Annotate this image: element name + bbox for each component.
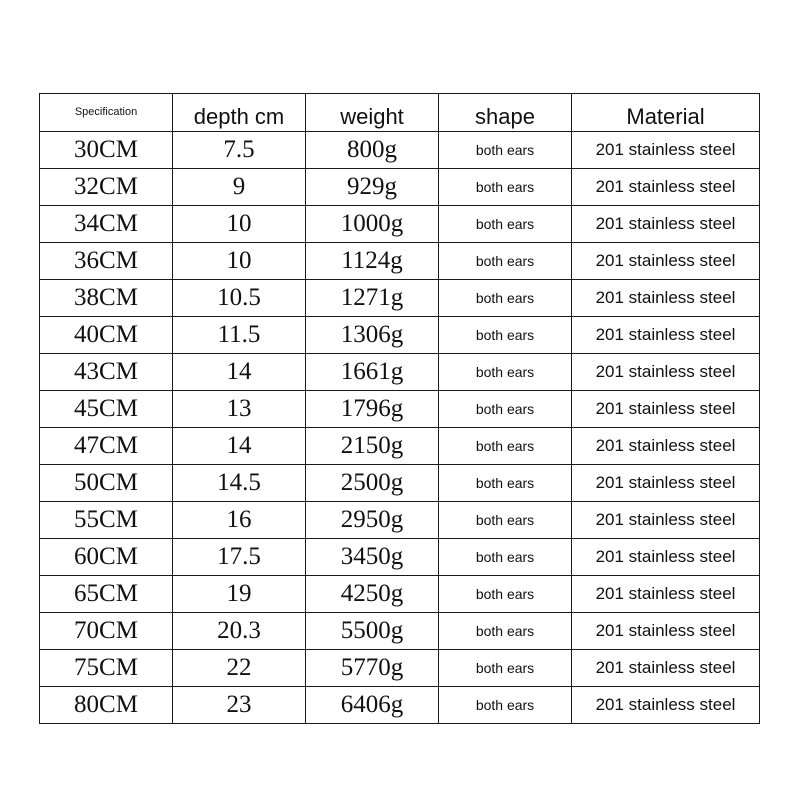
shape-cell: both ears — [439, 502, 572, 539]
spec-cell: 45CM — [40, 391, 173, 428]
weight-cell: 5500g — [306, 613, 439, 650]
header-weight: weight — [306, 94, 439, 132]
table-row — [40, 428, 760, 465]
shape-cell: both ears — [439, 317, 572, 354]
spec-cell: 47CM — [40, 428, 173, 465]
depth-cell: 10 — [173, 243, 306, 280]
header-shape: shape — [439, 94, 572, 132]
header-depth: depth cm — [173, 94, 306, 132]
weight-cell: 6406g — [306, 687, 439, 724]
table-row — [40, 169, 760, 206]
table-row — [40, 280, 760, 317]
depth-cell: 7.5 — [173, 132, 306, 169]
header-material: Material — [572, 94, 760, 132]
table-row — [40, 391, 760, 428]
depth-cell: 11.5 — [173, 317, 306, 354]
spec-cell: 30CM — [40, 132, 173, 169]
material-cell: 201 stainless steel — [572, 428, 760, 465]
header-row — [40, 94, 760, 132]
depth-cell: 10.5 — [173, 280, 306, 317]
depth-cell: 14.5 — [173, 465, 306, 502]
spec-cell: 70CM — [40, 613, 173, 650]
material-cell: 201 stainless steel — [572, 465, 760, 502]
spec-cell: 43CM — [40, 354, 173, 391]
shape-cell: both ears — [439, 391, 572, 428]
spec-cell: 40CM — [40, 317, 173, 354]
depth-cell: 9 — [173, 169, 306, 206]
material-cell: 201 stainless steel — [572, 206, 760, 243]
table-row — [40, 354, 760, 391]
shape-cell: both ears — [439, 243, 572, 280]
weight-cell: 2950g — [306, 502, 439, 539]
shape-cell: both ears — [439, 539, 572, 576]
weight-cell: 5770g — [306, 650, 439, 687]
depth-cell: 14 — [173, 354, 306, 391]
spec-cell: 80CM — [40, 687, 173, 724]
depth-cell: 19 — [173, 576, 306, 613]
table-row — [40, 687, 760, 724]
spec-cell: 65CM — [40, 576, 173, 613]
weight-cell: 929g — [306, 169, 439, 206]
header-specification: Specification — [40, 94, 173, 132]
weight-cell: 1124g — [306, 243, 439, 280]
depth-cell: 23 — [173, 687, 306, 724]
shape-cell: both ears — [439, 465, 572, 502]
material-cell: 201 stainless steel — [572, 391, 760, 428]
table-row — [40, 243, 760, 280]
table-row — [40, 317, 760, 354]
shape-cell: both ears — [439, 613, 572, 650]
shape-cell: both ears — [439, 354, 572, 391]
specification-table — [39, 93, 760, 724]
weight-cell: 1661g — [306, 354, 439, 391]
spec-cell: 36CM — [40, 243, 173, 280]
material-cell: 201 stainless steel — [572, 132, 760, 169]
depth-cell: 16 — [173, 502, 306, 539]
shape-cell: both ears — [439, 650, 572, 687]
spec-cell: 55CM — [40, 502, 173, 539]
material-cell: 201 stainless steel — [572, 280, 760, 317]
shape-cell: both ears — [439, 206, 572, 243]
weight-cell: 2500g — [306, 465, 439, 502]
weight-cell: 1000g — [306, 206, 439, 243]
spec-cell: 38CM — [40, 280, 173, 317]
table-row — [40, 650, 760, 687]
table-body — [40, 132, 760, 724]
material-cell: 201 stainless steel — [572, 502, 760, 539]
spec-cell: 60CM — [40, 539, 173, 576]
weight-cell: 4250g — [306, 576, 439, 613]
spec-cell: 50CM — [40, 465, 173, 502]
spec-cell: 75CM — [40, 650, 173, 687]
depth-cell: 10 — [173, 206, 306, 243]
material-cell: 201 stainless steel — [572, 243, 760, 280]
depth-cell: 22 — [173, 650, 306, 687]
table-row — [40, 465, 760, 502]
shape-cell: both ears — [439, 576, 572, 613]
depth-cell: 20.3 — [173, 613, 306, 650]
shape-cell: both ears — [439, 132, 572, 169]
depth-cell: 17.5 — [173, 539, 306, 576]
material-cell: 201 stainless steel — [572, 687, 760, 724]
table-row — [40, 576, 760, 613]
shape-cell: both ears — [439, 428, 572, 465]
spec-cell: 32CM — [40, 169, 173, 206]
weight-cell: 3450g — [306, 539, 439, 576]
shape-cell: both ears — [439, 280, 572, 317]
material-cell: 201 stainless steel — [572, 539, 760, 576]
material-cell: 201 stainless steel — [572, 169, 760, 206]
table-row — [40, 613, 760, 650]
depth-cell: 13 — [173, 391, 306, 428]
material-cell: 201 stainless steel — [572, 650, 760, 687]
table-row — [40, 206, 760, 243]
shape-cell: both ears — [439, 169, 572, 206]
spec-cell: 34CM — [40, 206, 173, 243]
weight-cell: 1271g — [306, 280, 439, 317]
table-row — [40, 132, 760, 169]
material-cell: 201 stainless steel — [572, 576, 760, 613]
material-cell: 201 stainless steel — [572, 317, 760, 354]
weight-cell: 1306g — [306, 317, 439, 354]
material-cell: 201 stainless steel — [572, 354, 760, 391]
weight-cell: 800g — [306, 132, 439, 169]
shape-cell: both ears — [439, 687, 572, 724]
material-cell: 201 stainless steel — [572, 613, 760, 650]
table-row — [40, 502, 760, 539]
table-row — [40, 539, 760, 576]
depth-cell: 14 — [173, 428, 306, 465]
weight-cell: 1796g — [306, 391, 439, 428]
weight-cell: 2150g — [306, 428, 439, 465]
